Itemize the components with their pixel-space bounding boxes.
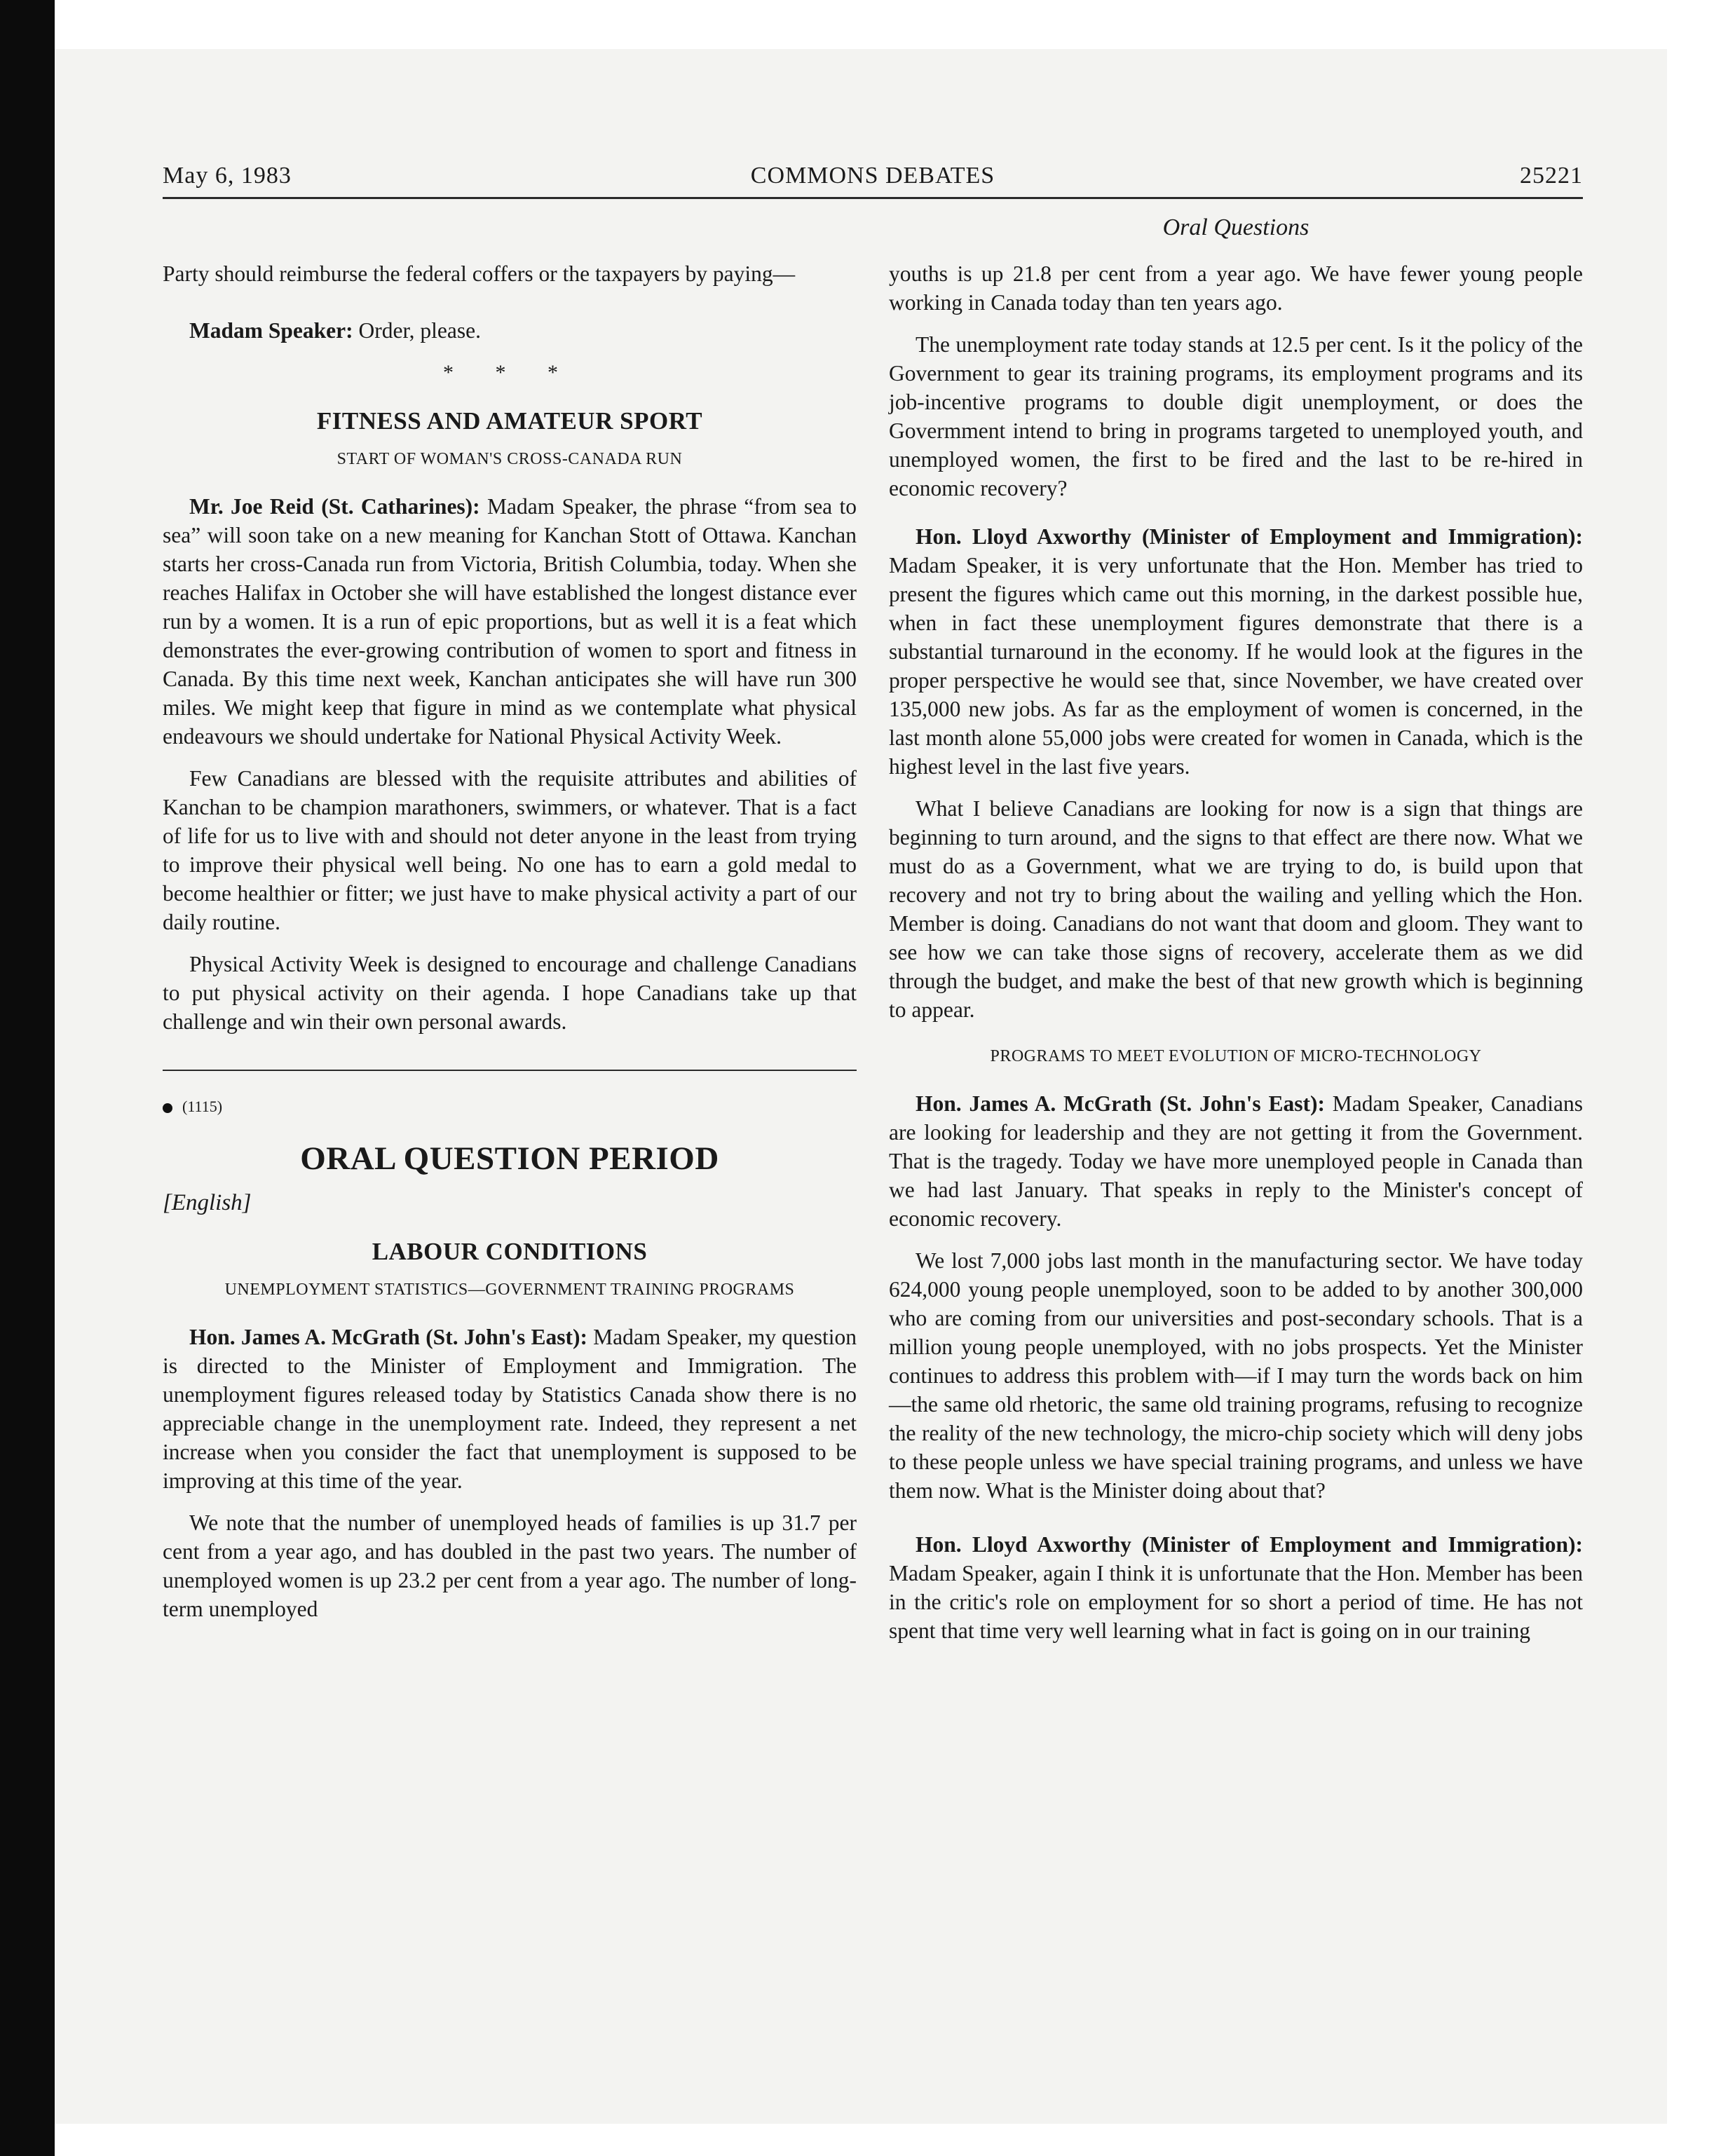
- speaker-name: Hon. James A. McGrath (St. John's East):: [189, 1325, 587, 1349]
- running-head: Oral Questions: [1162, 214, 1309, 240]
- scan-border: [0, 0, 55, 2156]
- bullet-icon: [163, 1103, 172, 1113]
- time-mark: [163, 1092, 857, 1121]
- left-column: [163, 259, 857, 1637]
- speaker-name: Madam Speaker:: [189, 318, 353, 343]
- speech-text: Madam Speaker, Canadians are looking for leadership and they are not getting it from the Government. That is the tragedy. Today we have more unemployed people in Canada than we had last January. That speaks in reply to the Minister's concept of economic recovery.: [889, 1091, 1583, 1231]
- speaker-name: Hon. James A. McGrath (St. John's East):: [916, 1091, 1325, 1116]
- section-subtitle: START OF WOMAN'S CROSS-CANADA RUN: [336, 450, 683, 468]
- section-divider: [163, 1070, 857, 1071]
- section-separator: * * *: [443, 361, 576, 384]
- paragraph: youths is up 21.8 per cent from a year ago. We have fewer young people working in Canada today than ten years ago.: [889, 261, 1583, 315]
- paragraph: [163, 316, 857, 345]
- paragraph: Party should reimburse the federal coffers or the taxpayers by paying—: [163, 261, 796, 286]
- paragraph: [889, 522, 1583, 781]
- time-mark-text: (1115): [182, 1098, 223, 1115]
- speaker-name: Mr. Joe Reid (St. Catharines):: [189, 494, 480, 519]
- speech-text: Madam Speaker, it is very unfortunate that the Hon. Member has tried to present the figures which came out this morning, in the darkest possible hue, when in fact these unemployment figures demonstrate that there is a substantial turnaround in the economy. If he would look at the figures in the proper perspective he would see that, since November, we have created over 135,000 new jobs. As far as the employment of women is concerned, in the last month alone 55,000 jobs were created for women in Canada, which is the highest level in the last five years.: [889, 553, 1583, 779]
- top-margin: [0, 0, 1735, 49]
- paragraph: Physical Activity Week is designed to encourage and challenge Canadians to put physical activity on their agenda. I hope Canadians take up that challenge and win their own personal awards.: [163, 952, 857, 1034]
- paragraph: The unemployment rate today stands at 12.5 per cent. Is it the policy of the Government to gear its training programs, its employment programs and its job-incentive programs to double digit unemployment, or does the Govermment intend to bring in programs targeted to unemployed youth, and unemployed women, the first to be fired and the last to be re-hired in economic recovery?: [889, 332, 1583, 500]
- speech-text: Madam Speaker, the phrase “from sea to sea” will soon take on a new meaning for Kanchan Stott of Ottawa. Kanchan starts her cross-Canada run from Victoria, British Columbia, today. When she reaches Halifax in October she will have established the longest distance ever run by a women. It is a run of epic proportions, but as well it is a feat which demonstrates the ever-growing contribution of women to sport and fitness in Canada. By this time next week, Kanchan anticipates she will have run 300 miles. We might keep that figure in mind as we contemplate what physical endeavours we should undertake for National Physical Activity Week.: [163, 494, 857, 749]
- section-title: LABOUR CONDITIONS: [372, 1238, 648, 1265]
- section-subtitle: UNEMPLOYMENT STATISTICS—GOVERNMENT TRAINING PROGRAMS: [224, 1281, 795, 1299]
- speech-text: Order, please.: [353, 318, 482, 343]
- speech-text: Madam Speaker, my question is directed to the Minister of Employment and Immigration. The unemployment figures released today by Statistics Canada show there is no appreciable change in the unemployment rate. Indeed, they represent a net increase when you consider the fact that unemployment is supposed to be improving at this time of the year.: [163, 1325, 857, 1493]
- right-column: [889, 259, 1583, 1658]
- paragraph: [889, 1089, 1583, 1233]
- speaker-name: Hon. Lloyd Axworthy (Minister of Employment and Immigration):: [916, 524, 1583, 549]
- header-title: COMMONS DEBATES: [750, 163, 995, 189]
- paragraph: We note that the number of unemployed heads of families is up 31.7 per cent from a year ago, and has doubled in the past two years. The number of unemployed women is up 23.2 per cent from a year ago. The number of long-term unemployed: [163, 1510, 857, 1621]
- speaker-name: Hon. Lloyd Axworthy (Minister of Employment and Immigration):: [916, 1532, 1583, 1557]
- language-tag: [English]: [163, 1190, 252, 1215]
- header-page-number: 25221: [1520, 163, 1583, 189]
- section-title: ORAL QUESTION PERIOD: [300, 1140, 719, 1177]
- section-subtitle: PROGRAMS TO MEET EVOLUTION OF MICRO-TECHNOLOGY: [990, 1047, 1482, 1065]
- speech-text: Madam Speaker, again I think it is unfortunate that the Hon. Member has been in the critic's role on employment for so short a period of time. He has not spent that time very well learning what in fact is going on in our training: [889, 1561, 1583, 1643]
- paragraph: [163, 1323, 857, 1495]
- header-rule: [163, 197, 1583, 199]
- paragraph: [163, 492, 857, 751]
- paragraph: Few Canadians are blessed with the requisite attributes and abilities of Kanchan to be champion marathoners, swimmers, or whatever. That is a fact of life for us to live with and should not deter anyone in the least from trying to improve their physical well being. No one has to earn a gold medal to become healthier or fitter; we just have to make physical activity a part of our daily routine.: [163, 766, 857, 934]
- paragraph: What I believe Canadians are looking for now is a sign that things are beginning to turn around, and the signs to that effect are there now. What we must do as a Government, what we are trying to do, is build upon that recovery and not try to bring about the wailing and yelling which the Hon. Member is doing. Canadians do not want that doom and gloom. They want to see how we can take those signs of recovery, accelerate them as we did through the budget, and make the best of that new growth which is beginning to appear.: [889, 796, 1583, 1022]
- section-title: FITNESS AND AMATEUR SPORT: [316, 407, 703, 435]
- page-header: [163, 163, 1583, 199]
- paragraph: We lost 7,000 jobs last month in the manufacturing sector. We have today 624,000 young people unemployed, soon to be added to by another 300,000 who are coming from our universities and post-secondary schools. That is a million young people unemployed, with no jobs prospects. Yet the Minister continues to address this problem with—if I may turn the words back on him—the same old rhetoric, the same old training programs, refusing to recognize the reality of the new technology, the micro-chip society which will deny jobs to these people unless we have special training programs, and unless we have them now. What is the Minister doing about that?: [889, 1248, 1583, 1503]
- header-date: May 6, 1983: [163, 163, 292, 189]
- paragraph: [889, 1530, 1583, 1645]
